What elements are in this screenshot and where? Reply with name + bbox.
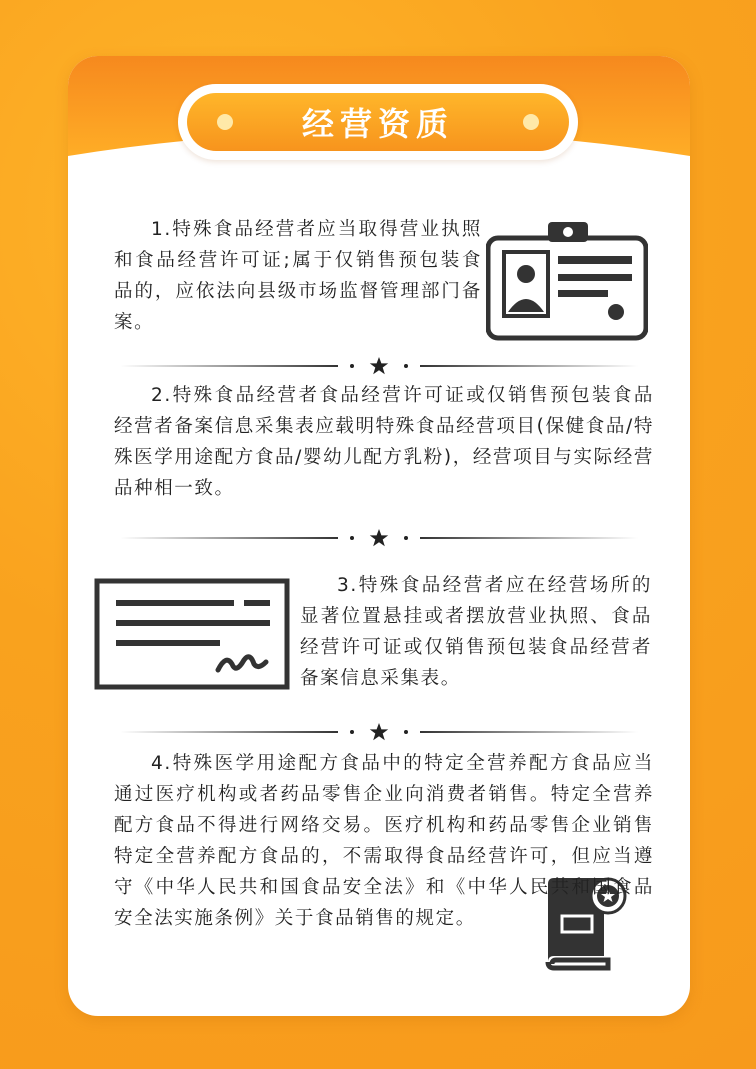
paragraph-4 xyxy=(114,748,654,934)
star-icon xyxy=(369,356,389,376)
divider-2 xyxy=(120,528,638,548)
page-title: 经营资质 xyxy=(301,105,454,143)
title-banner xyxy=(178,84,578,160)
id-card-icon xyxy=(486,216,648,342)
certificate-icon xyxy=(94,578,290,690)
paragraph-4-text: 4.特殊医学用途配方食品中的特定全营养配方食品应当通过医疗机构或者药品零售企业向消费者销售。特定全营养配方食品不得进行网络交易。医疗机构和药品零售企业销售特定全营养配方食品的，不需取得食品经营许可，但应当遵守《中华人民共和国食品安全法》和《中华人民共和国食品安全法实施条例》关于食品销售的规定。 xyxy=(114,753,654,929)
divider-3 xyxy=(120,722,638,742)
paragraph-1-text: 1.特殊食品经营者应当取得营业执照和食品经营许可证;属于仅销售预包装食品的，应依法向县级市场监督管理部门备案。 xyxy=(114,219,482,333)
paragraph-3 xyxy=(300,570,652,694)
star-icon xyxy=(369,722,389,742)
divider-1 xyxy=(120,356,638,376)
paragraph-2 xyxy=(114,380,654,504)
paragraph-3-text: 3.特殊食品经营者应在经营场所的显著位置悬挂或者摆放营业执照、食品经营许可证或仅销售预包装食品经营者备案信息采集表。 xyxy=(300,575,652,689)
paragraph-2-text: 2.特殊食品经营者食品经营许可证或仅销售预包装食品经营者备案信息采集表应载明特殊食品经营项目(保健食品/特殊医学用途配方食品/婴幼儿配方乳粉)，经营项目与实际经营品种相一致。 xyxy=(114,385,654,499)
star-icon xyxy=(369,528,389,548)
content-card xyxy=(68,56,690,1016)
paragraph-1 xyxy=(114,214,482,338)
